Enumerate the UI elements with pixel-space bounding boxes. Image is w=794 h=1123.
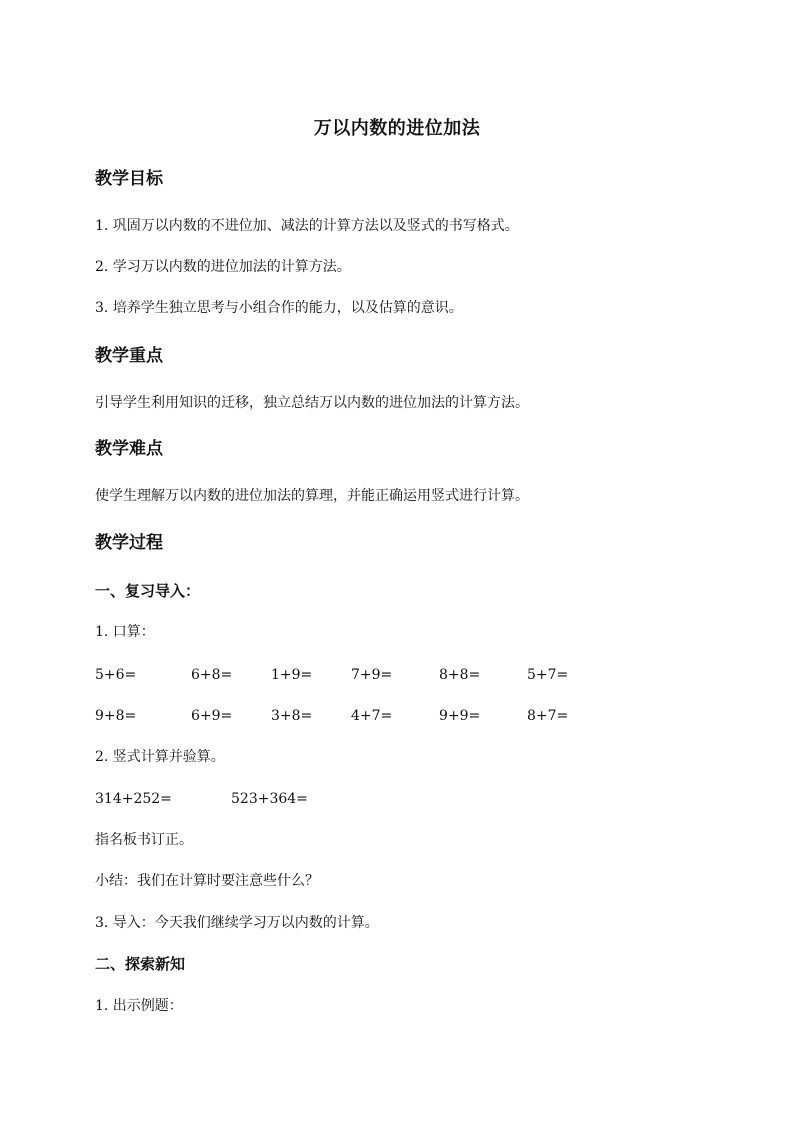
oral-equation: 9+8=: [95, 708, 137, 724]
correction-note: 指名板书订正。: [95, 832, 193, 848]
vertical-equation: 314+252=: [95, 791, 172, 807]
oral-calc-label: 1. 口算：: [95, 624, 155, 640]
vertical-calc-label: 2. 竖式计算并验算。: [95, 749, 225, 765]
goal-item-2: 2. 学习万以内数的进位加法的计算方法。: [95, 259, 351, 275]
summary-note: 小结：我们在计算时要注意些什么？: [95, 873, 319, 889]
difficulties-heading: 教学难点: [95, 439, 163, 459]
oral-equation: 7+9=: [351, 667, 393, 683]
oral-equation: 5+6=: [95, 667, 137, 683]
oral-equation: 3+8=: [271, 708, 313, 724]
vertical-equation: 523+364=: [231, 791, 308, 807]
oral-equation: 5+7=: [527, 667, 569, 683]
example-label: 1. 出示例题：: [95, 998, 183, 1014]
part2-heading: 二、探索新知: [95, 955, 186, 973]
oral-equation: 6+9=: [191, 708, 233, 724]
oral-equation: 1+9=: [271, 667, 313, 683]
oral-equation: 9+9=: [439, 708, 481, 724]
goals-heading: 教学目标: [95, 169, 163, 189]
goal-item-3: 3. 培养学生独立思考与小组合作的能力，以及估算的意识。: [95, 300, 463, 316]
key-points-text: 引导学生利用知识的迁移，独立总结万以内数的进位加法的计算方法。: [95, 395, 529, 411]
goal-item-1: 1. 巩固万以内数的不进位加、减法的计算方法以及竖式的书写格式。: [95, 218, 519, 234]
intro-note: 3. 导入：今天我们继续学习万以内数的计算。: [95, 915, 379, 931]
difficulties-text: 使学生理解万以内数的进位加法的算理，并能正确运用竖式进行计算。: [95, 488, 529, 504]
page-title: 万以内数的进位加法: [313, 118, 481, 139]
key-points-heading: 教学重点: [95, 346, 163, 366]
process-heading: 教学过程: [95, 533, 163, 553]
oral-equation: 8+7=: [527, 708, 569, 724]
oral-equation: 4+7=: [351, 708, 393, 724]
oral-equation: 8+8=: [439, 667, 481, 683]
part1-heading: 一、复习导入：: [95, 582, 201, 600]
oral-equation: 6+8=: [191, 667, 233, 683]
